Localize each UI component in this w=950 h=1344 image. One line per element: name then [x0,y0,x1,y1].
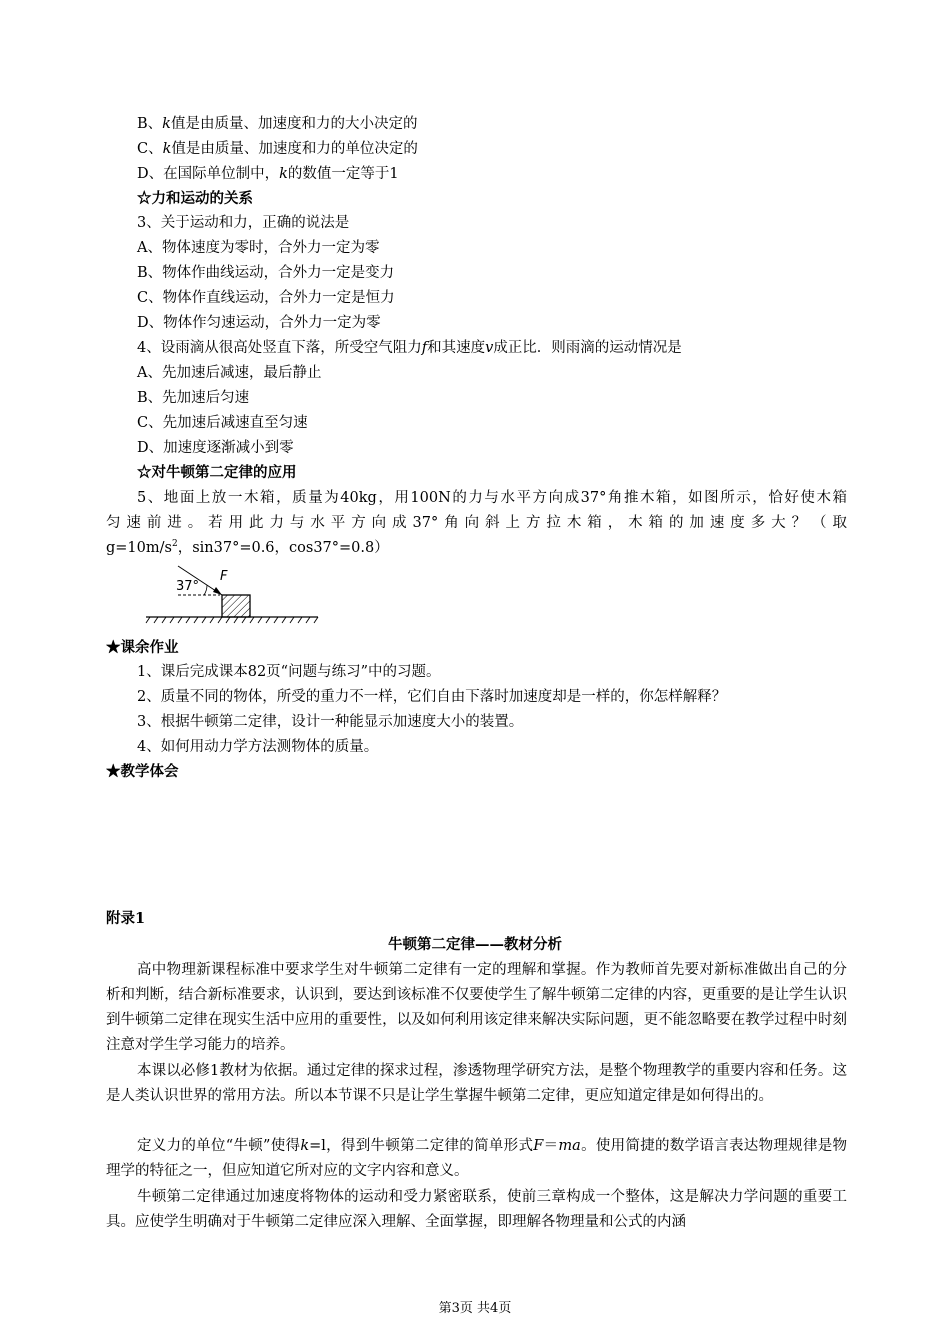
force-arrowhead [213,587,222,595]
q4-option-d: D、加速度逐渐减小到零 [137,440,294,456]
appendix-title: 牛顿第二定律——教材分析 [388,936,562,953]
page-footer: 第3页 共4页 [438,1301,512,1316]
appendix-paragraph-1: 高中物理新课程标准中要求学生对牛顿第二定律有一定的理解和掌握。作为教师首先要对新标准做出自己的分析和判断，结合新标准要求，认识到，要达到该标准不仅要使学生了解牛顿第二定律的内容，更重要的是让学生认识到牛顿第二定律在现实生活中应用的重要性，以及如何利用该定律来解决实际问题，更不能忽略要在教学过程中时刻注意对学生学习能力的培养。 [106,962,847,1053]
ground-line [146,617,318,623]
q4-stem: 4、设雨滴从很高处竖直下落，所受空气阻力f和其速度v成正比．则雨滴的运动情况是 [137,340,682,356]
angle-arc [204,585,207,595]
section-heading-application: ☆对牛顿第二定律的应用 [137,464,297,481]
q3-option-a: A、物体速度为零时，合外力一定为零 [137,240,380,256]
appendix-label: 附录1 [106,910,146,927]
q2-option-d: D、在国际单位制中，k的数值一定等于1 [137,166,399,182]
appendix-paragraph-2: 本课以必修1教材为依据。通过定律的探求过程，渗透物理学研究方法，是整个物理教学的重要内容和任务。这是人类认识世界的常用方法。所以本节课不只是让学生掌握牛顿第二定律，更应知道定律是如何得出的。 [106,1063,847,1104]
angle-label: 37° [176,579,200,594]
homework-item: 3、根据牛顿第二定律，设计一种能显示加速度大小的装置。 [137,714,524,730]
q3-stem: 3、关于运动和力，正确的说法是 [137,215,350,231]
q4-option-a: A、先加速后减速，最后静止 [137,365,322,381]
appendix-paragraph-3: 定义力的单位“牛顿”使得k=l，得到牛顿第二定律的简单形式F＝ma。使用简捷的数学语言表达物理规律是物理学的特征之一，但应知道它所对应的文字内容和意义。 [106,1138,848,1179]
box-push-figure [140,562,330,628]
wooden-box [222,595,250,617]
homework-item: 2、质量不同的物体，所受的重力不一样，它们自由下落时加速度却是一样的，你怎样解释？ [137,689,727,705]
section-heading-force-motion: ☆力和运动的关系 [137,190,253,207]
q5-line-1: 5、地面上放一木箱，质量为40kg，用100N的力与水平方向成37°角推木箱，如图所示，恰好使木箱 [137,490,847,506]
homework-item: 1、课后完成课本82页“问题与练习”中的习题。 [137,664,441,680]
q4-option-b: B、先加速后匀速 [137,390,250,406]
q2-option-c: C、k值是由质量、加速度和力的单位决定的 [137,141,418,157]
q3-option-d: D、物体作匀速运动，合外力一定为零 [137,315,381,331]
q5-line-3: $g=10m/s^2$，sin37°=0.6，cos37°=0.8） [106,539,389,556]
reflection-heading: ★教学体会 [106,763,179,780]
q4-option-c: C、先加速后减速直至匀速 [137,415,308,431]
q3-option-b: B、物体作曲线运动，合外力一定是变力 [137,265,395,281]
homework-heading: ★课余作业 [106,639,179,656]
q5-line-2: 匀速前进。若用此力与水平方向成37°角向斜上方拉木箱，木箱的加速度多大？（取 [106,515,847,531]
q3-option-c: C、物体作直线运动，合外力一定是恒力 [137,290,395,306]
force-label: F [220,569,228,584]
q2-option-b: B、k值是由质量、加速度和力的大小决定的 [137,116,418,132]
appendix-paragraph-4: 牛顿第二定律通过加速度将物体的运动和受力紧密联系，使前三章构成一个整体，这是解决力学问题的重要工具。应使学生明确对于牛顿第二定律应深入理解、全面掌握，即理解各物理量和公式的内涵 [106,1189,847,1230]
homework-item: 4、如何用动力学方法测物体的质量。 [137,739,379,755]
